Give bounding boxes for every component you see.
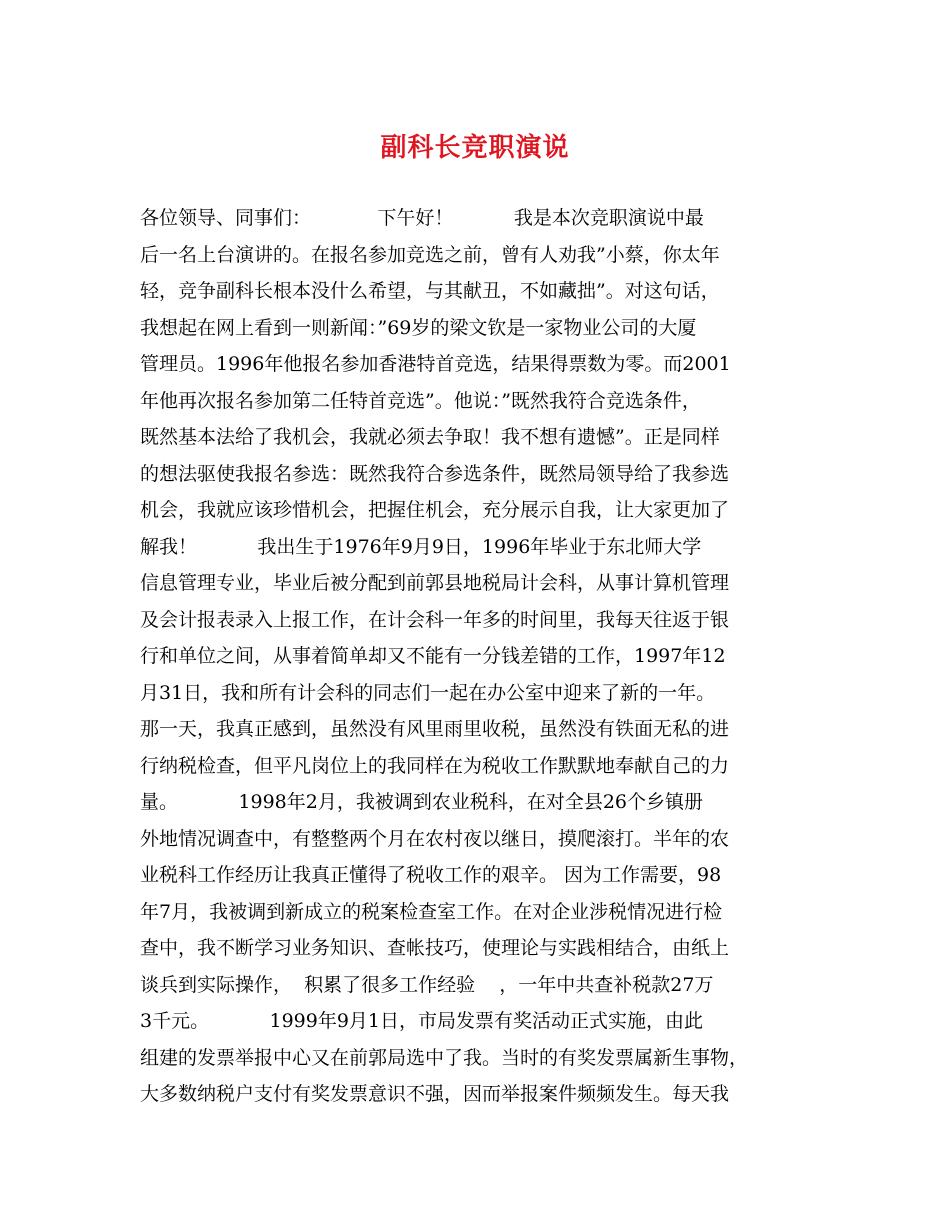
body-line: 轻，竞争副科长根本没什么希望，与其献丑，不如藏拙”。对这句话， [140,280,720,302]
body-line: 年他再次报名参加第二任特首竞选”。他说：”既然我符合竞选条件， [140,389,701,412]
body-line: 既然基本法给了我机会，我就必须去争取！我不想有遗憾”。正是同样 [140,426,720,448]
body-line: 解我！ 我出生于1976年9月9日，1996年毕业于东北师大学 [140,535,702,558]
body-line: 那一天，我真正感到，虽然没有风里雨里收税，虽然没有铁面无私的进 [140,718,730,740]
body-line: 后一名上台演讲的。在报名参加竞选之前，曾有人劝我”小蔡，你太年 [140,243,720,266]
body-line: 行纳税检查，但平凡岗位上的我同样在为税收工作默默地奉献自己的力 [140,754,730,777]
body-line: 业税科工作经历让我真正懂得了税收工作的艰辛。 因为工作需要，98 [140,864,722,886]
body-line: 量。 1998年2月，我被调到农业税科，在对全县26个乡镇册 [140,791,704,813]
body-line: 谈兵到实际操作， 积累了很多工作经验 ，一年中共查补税款27万 [140,973,714,996]
body-line: 管理员。1996年他报名参加香港特首竞选，结果得票数为零。而2001 [140,353,731,375]
body-line: 年7月，我被调到新成立的税案检查室工作。在对企业涉税情况进行检 [140,900,723,923]
document-body [140,200,820,1113]
body-line: 及会计报表录入上报工作，在计会科一年多的时间里，我每天往返于银 [140,608,730,631]
body-line: 信息管理专业，毕业后被分配到前郭县地税局计会科，从事计算机管理 [140,572,730,594]
body-line: 外地情况调查中，有整整两个月在农村夜以继日，摸爬滚打。半年的农 [140,827,730,850]
body-line: 各位领导、同事们： 下午好！ 我是本次竞职演说中最 [140,207,704,229]
document-title: 副科长竞职演说 [380,133,570,163]
body-line: 组建的发票举报中心又在前郭局选中了我。当时的有奖发票属新生事物， [140,1046,749,1069]
body-line: 大多数纳税户支付有奖发票意识不强，因而举报案件频频发生。每天我 [140,1083,730,1105]
body-line: 机会，我就应该珍惜机会，把握住机会，充分展示自我，让大家更加了 [140,499,730,521]
body-line: 行和单位之间，从事着简单却又不能有一分钱差错的工作，1997年12 [140,645,726,667]
body-line: 月31日，我和所有计会科的同志们一起在办公室中迎来了新的一年。 [140,681,716,704]
body-line: 我想起在网上看到一则新闻：”69岁的梁文钦是一家物业公司的大厦 [140,316,697,339]
body-line: 查中，我不断学习业务知识、查帐技巧，使理论与实践相结合，由纸上 [140,937,730,959]
body-line: 的想法驱使我报名参选：既然我符合参选条件，既然局领导给了我参选 [140,462,730,485]
body-line: 3千元。 1999年9月1日，市局发票有奖活动正式实施，由此 [140,1010,704,1032]
